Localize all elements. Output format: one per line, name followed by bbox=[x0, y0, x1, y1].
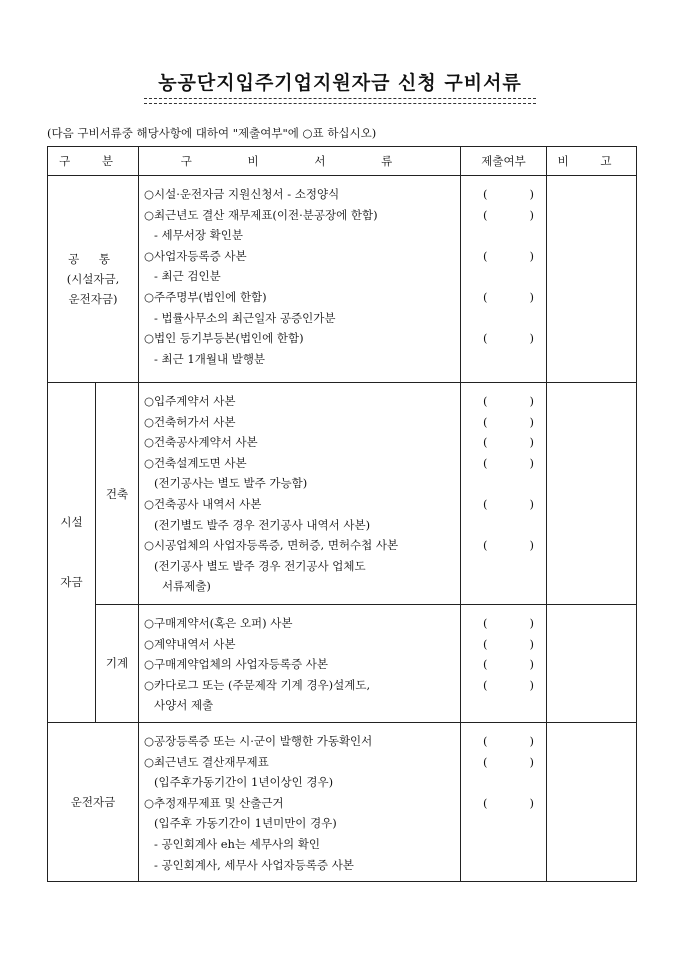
document-item: - 법률사무소의 최근일자 공증인가분 bbox=[154, 310, 336, 325]
operating-row bbox=[48, 722, 637, 881]
checkbox-open-paren: ( bbox=[483, 538, 488, 553]
facility-category bbox=[48, 383, 96, 723]
documents-table bbox=[47, 146, 637, 882]
building-submitted bbox=[461, 383, 547, 605]
checkbox-open-paren: ( bbox=[483, 187, 488, 201]
checkbox-close-paren: ) bbox=[529, 754, 534, 769]
common-label-line: (시설자금, bbox=[66, 272, 120, 286]
operating-category: 운전자금 bbox=[48, 722, 139, 881]
document-item: ○건축공사계약서 사본 bbox=[144, 435, 258, 450]
document-item: - 공인회계사, 세무사 사업자등록증 사본 bbox=[154, 857, 354, 872]
facility-label-top: 시설 bbox=[60, 515, 83, 530]
checkbox-spacer bbox=[461, 225, 546, 246]
checkbox-spacer bbox=[461, 473, 546, 494]
checkbox-spacer bbox=[461, 772, 546, 793]
header-row bbox=[48, 147, 637, 176]
document-item: (전기공사는 별도 발주 가능함) bbox=[154, 476, 308, 491]
common-remarks bbox=[547, 176, 637, 383]
checkbox-close-paren: ) bbox=[529, 636, 534, 651]
document-item: ○입주계약서 사본 bbox=[144, 394, 236, 408]
submission-checkbox[interactable] bbox=[461, 205, 546, 226]
facility-machine-row bbox=[48, 605, 637, 723]
submission-checkbox[interactable] bbox=[461, 494, 546, 515]
checkbox-close-paren: ) bbox=[529, 455, 534, 470]
checkbox-open-paren: ( bbox=[483, 795, 488, 810]
document-item: ○시설·운전자금 지원신청서 - 소정양식 bbox=[144, 187, 340, 201]
submission-checkbox[interactable] bbox=[461, 412, 546, 433]
building-items bbox=[139, 383, 461, 605]
checkbox-spacer bbox=[461, 834, 546, 855]
document-item: ○최근년도 결산 재무제표(이전·분공장에 한함) bbox=[144, 207, 378, 222]
submission-checkbox[interactable] bbox=[461, 793, 546, 814]
common-label-line: 공 통 bbox=[68, 252, 118, 266]
document-item: ○시공업체의 사업자등록증, 면허증, 면허수첩 사본 bbox=[144, 538, 399, 553]
checkbox-close-paren: ) bbox=[529, 795, 534, 810]
document-item: (입주후 가동기간이 1년미만이 경우) bbox=[154, 816, 337, 831]
document-item: - 세무서장 확인분 bbox=[154, 228, 243, 243]
checkbox-close-paren: ) bbox=[529, 496, 534, 511]
common-label-line: 운전자금) bbox=[68, 292, 118, 306]
checkbox-open-paren: ( bbox=[483, 248, 488, 263]
submission-checkbox[interactable] bbox=[461, 184, 546, 205]
submission-checkbox[interactable] bbox=[461, 328, 546, 349]
document-item: (입주후가동기간이 1년이상인 경우) bbox=[154, 775, 334, 790]
checkbox-close-paren: ) bbox=[529, 616, 534, 630]
checkbox-open-paren: ( bbox=[483, 496, 488, 511]
document-item: ○건축공사 내역서 사본 bbox=[144, 496, 262, 511]
checkbox-spacer bbox=[461, 813, 546, 834]
instruction-text: (다음 구비서류중 해당사항에 대하여 "제출여부"에 ○표 하십시오) bbox=[47, 126, 377, 140]
header-submitted: 제출여부 bbox=[461, 147, 547, 176]
title-double-rule bbox=[144, 98, 536, 104]
document-item: ○사업자등록증 사본 bbox=[144, 248, 247, 263]
submission-checkbox[interactable] bbox=[461, 391, 546, 412]
checkbox-close-paren: ) bbox=[529, 733, 534, 748]
checkbox-spacer bbox=[461, 695, 546, 716]
checkbox-open-paren: ( bbox=[483, 616, 488, 630]
checkbox-close-paren: ) bbox=[529, 187, 534, 201]
checkbox-spacer bbox=[461, 576, 546, 597]
checkbox-close-paren: ) bbox=[529, 538, 534, 553]
checkbox-open-paren: ( bbox=[483, 414, 488, 429]
document-item: ○구매계약업체의 사업자등록증 사본 bbox=[144, 657, 328, 672]
document-item: ○최근년도 결산재무제표 bbox=[144, 754, 269, 769]
checkbox-spacer bbox=[461, 515, 546, 536]
document-item: ○건축허가서 사본 bbox=[144, 414, 236, 429]
common-category bbox=[48, 176, 139, 383]
checkbox-open-paren: ( bbox=[483, 754, 488, 769]
document-item: - 공인회계사 eh는 세무사의 확인 bbox=[154, 836, 321, 851]
checkbox-close-paren: ) bbox=[529, 435, 534, 450]
operating-submitted bbox=[461, 722, 547, 881]
document-item: ○계약내역서 사본 bbox=[144, 636, 236, 651]
submission-checkbox[interactable] bbox=[461, 453, 546, 474]
checkbox-spacer bbox=[461, 556, 546, 577]
submission-checkbox[interactable] bbox=[461, 634, 546, 655]
document-item: (전기별도 발주 경우 전기공사 내역서 사본) bbox=[154, 517, 371, 532]
document-item: - 최근 검인분 bbox=[154, 269, 221, 284]
machine-items bbox=[139, 605, 461, 723]
header-remarks: 비 고 bbox=[547, 147, 637, 176]
checkbox-spacer bbox=[461, 349, 546, 370]
common-items bbox=[139, 176, 461, 383]
common-row bbox=[48, 176, 637, 383]
checkbox-open-paren: ( bbox=[483, 435, 488, 450]
document-item: 서류제출) bbox=[162, 579, 211, 594]
submission-checkbox[interactable] bbox=[461, 613, 546, 634]
submission-checkbox[interactable] bbox=[461, 535, 546, 556]
page-title: 농공단지입주기업지원자금 신청 구비서류 bbox=[158, 72, 522, 94]
checkbox-open-paren: ( bbox=[483, 733, 488, 748]
checkbox-open-paren: ( bbox=[483, 636, 488, 651]
machine-remarks bbox=[547, 605, 637, 723]
checkbox-open-paren: ( bbox=[483, 207, 488, 222]
operating-items bbox=[139, 722, 461, 881]
document-item: ○추정재무제표 및 산출근거 bbox=[144, 795, 284, 810]
operating-remarks bbox=[547, 722, 637, 881]
submission-checkbox[interactable] bbox=[461, 287, 546, 308]
document-item: ○구매계약서(혹은 오퍼) 사본 bbox=[144, 616, 293, 630]
checkbox-spacer bbox=[461, 855, 546, 876]
common-submitted bbox=[461, 176, 547, 383]
checkbox-close-paren: ) bbox=[529, 248, 534, 263]
checkbox-spacer bbox=[461, 308, 546, 329]
document-item: ○공장등록증 또는 시·군이 발행한 가동확인서 bbox=[144, 733, 373, 748]
document-item: (전기공사 별도 발주 경우 전기공사 업체도 bbox=[154, 558, 366, 573]
submission-checkbox[interactable] bbox=[461, 731, 546, 752]
checkbox-close-paren: ) bbox=[529, 414, 534, 429]
submission-checkbox[interactable] bbox=[461, 752, 546, 773]
checkbox-close-paren: ) bbox=[529, 657, 534, 672]
machine-subcategory: 기계 bbox=[96, 605, 139, 723]
document-item: 사양서 제출 bbox=[154, 698, 214, 713]
machine-submitted bbox=[461, 605, 547, 723]
checkbox-spacer bbox=[461, 266, 546, 287]
checkbox-open-paren: ( bbox=[483, 657, 488, 672]
header-category: 구 분 bbox=[48, 147, 139, 176]
document-item: ○법인 등기부등본(법인에 한함) bbox=[144, 331, 304, 346]
submission-checkbox[interactable] bbox=[461, 654, 546, 675]
document-item: ○주주명부(법인에 한함) bbox=[144, 289, 267, 304]
facility-label-bottom: 자금 bbox=[60, 575, 83, 590]
submission-checkbox[interactable] bbox=[461, 246, 546, 267]
facility-building-row bbox=[48, 383, 637, 605]
checkbox-open-paren: ( bbox=[483, 289, 488, 304]
checkbox-open-paren: ( bbox=[483, 455, 488, 470]
submission-checkbox[interactable] bbox=[461, 432, 546, 453]
checkbox-close-paren: ) bbox=[529, 331, 534, 346]
building-subcategory: 건축 bbox=[96, 383, 139, 605]
document-item: ○건축설계도면 사본 bbox=[144, 455, 247, 470]
document-item: ○카다로그 또는 (주문제작 기계 경우)설계도, bbox=[144, 677, 371, 692]
checkbox-close-paren: ) bbox=[529, 677, 534, 692]
checkbox-open-paren: ( bbox=[483, 677, 488, 692]
checkbox-open-paren: ( bbox=[483, 394, 488, 408]
checkbox-open-paren: ( bbox=[483, 331, 488, 346]
checkbox-close-paren: ) bbox=[529, 289, 534, 304]
document-item: - 최근 1개월내 발행분 bbox=[154, 351, 266, 366]
checkbox-close-paren: ) bbox=[529, 207, 534, 222]
building-remarks bbox=[547, 383, 637, 605]
checkbox-close-paren: ) bbox=[529, 394, 534, 408]
submission-checkbox[interactable] bbox=[461, 675, 546, 696]
header-documents: 구 비 서 류 bbox=[139, 147, 461, 176]
